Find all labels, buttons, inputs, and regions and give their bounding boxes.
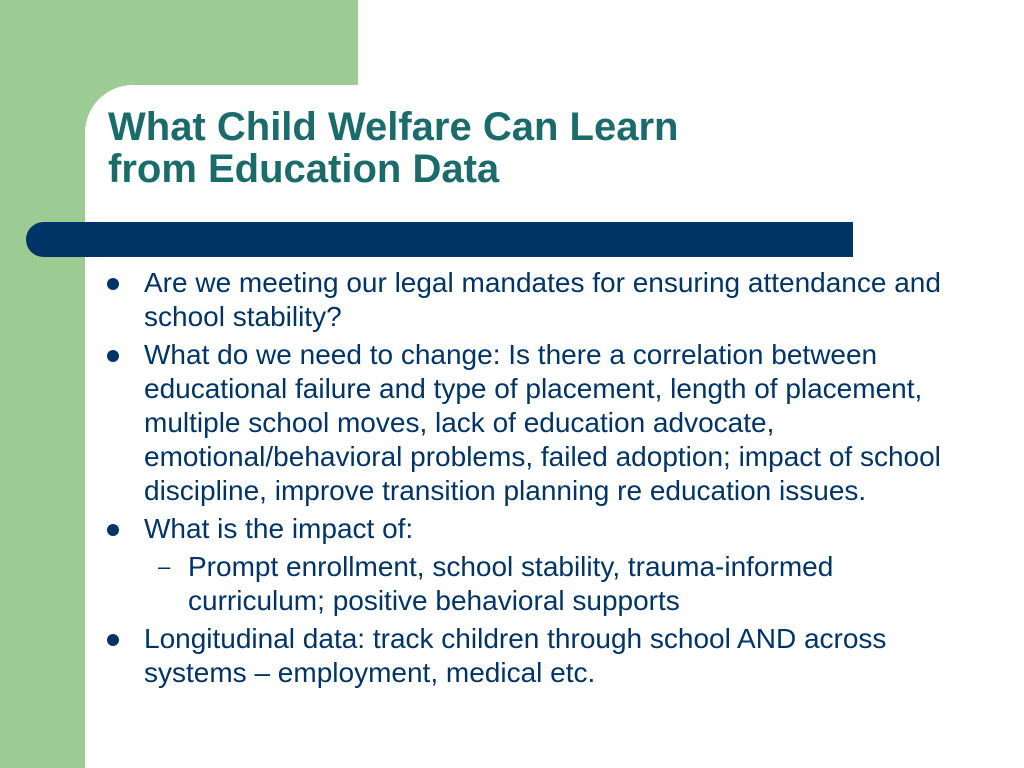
bullet-list	[100, 266, 960, 694]
bullet-item	[100, 266, 960, 334]
bullet-text: What is the impact of:	[144, 513, 414, 544]
bullet-item	[100, 622, 960, 690]
bullet-dot-icon	[107, 524, 119, 536]
title-divider-bar	[26, 222, 853, 257]
bullet-dot-icon	[107, 278, 119, 290]
bullet-item	[100, 512, 960, 618]
bullet-text: What do we need to change: Is there a correlation between educational failure and type of placement, length of placement, multiple school moves, lack of education advocate, emotional/behavioral problems, failed adoption; impact of school discipline, improve transition planning re education issues.	[144, 339, 941, 506]
sub-bullet-list	[144, 550, 960, 618]
bullet-dot-icon	[107, 634, 119, 646]
slide-title	[108, 106, 868, 190]
bullet-dot-icon	[107, 350, 119, 362]
slide-title-line-2: from Education Data	[108, 147, 500, 191]
dash-bullet-icon: –	[158, 554, 171, 579]
sub-bullet-text: Prompt enrollment, school stability, trauma-informed curriculum; positive behavioral supports	[188, 551, 834, 616]
bullet-text: Longitudinal data: track children through school AND across systems – employment, medical etc.	[144, 623, 887, 688]
bullet-item	[100, 338, 960, 508]
sub-bullet-item	[144, 550, 960, 618]
bullet-text: Are we meeting our legal mandates for ensuring attendance and school stability?	[144, 267, 941, 332]
slide-title-line-1: What Child Welfare Can Learn	[108, 105, 679, 149]
